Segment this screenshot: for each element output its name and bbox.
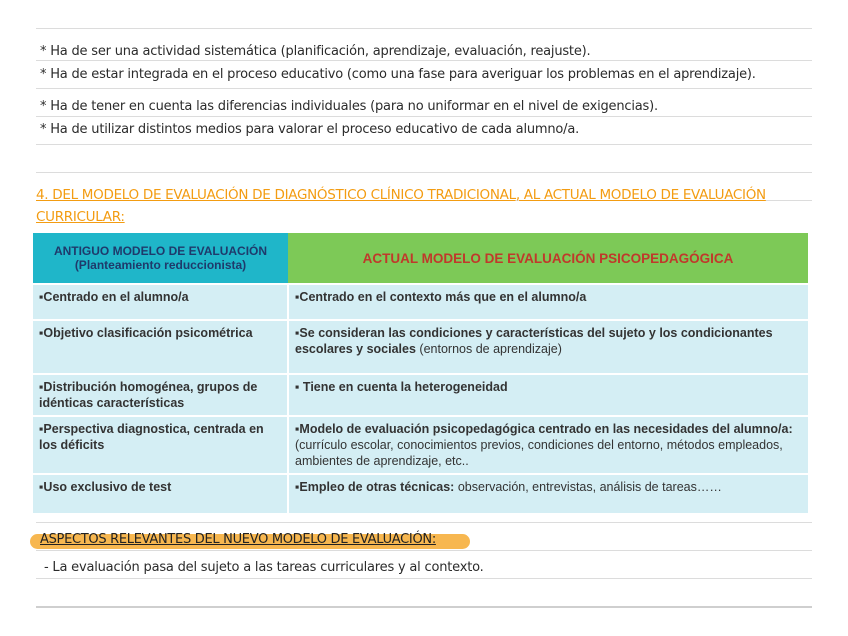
new-model-normal: (entornos de aprendizaje) (415, 342, 562, 356)
table-row (33, 374, 808, 416)
section-heading: 4. DEL MODELO DE EVALUACIÓN DE DIAGNÓSTICO CLÍNICO TRADICIONAL, AL ACTUAL MODELO DE EVALUACIÓN CURRICULAR: (36, 187, 766, 225)
table-row (33, 320, 808, 374)
ruled-line (36, 144, 812, 145)
old-model-cell: ▪Perspectiva diagnostica, centrada en los déficits (33, 416, 288, 474)
table-row (33, 284, 808, 320)
new-model-normal: observación, entrevistas, análisis de tareas…… (454, 480, 722, 494)
new-model-bold: ▪ Tiene en cuenta la heterogeneidad (295, 380, 508, 394)
new-model-bold: ▪Modelo de evaluación psicopedagógica centrado en las necesidades del alumno/a: (295, 422, 793, 436)
bullet-line: * Ha de estar integrada en el proceso educativo (como una fase para averiguar los problemas en el aprendizaje). (40, 67, 756, 82)
bullet-line: * Ha de tener en cuenta las diferencias individuales (para no uniformar en el nivel de exigencias). (40, 99, 658, 114)
new-model-cell (288, 284, 808, 320)
new-model-bold: ▪Empleo de otras técnicas: (295, 480, 455, 494)
header-new-model: ACTUAL MODELO DE EVALUACIÓN PSICOPEDAGÓGICA (288, 233, 808, 284)
ruled-line (36, 172, 812, 173)
new-model-cell (288, 416, 808, 474)
comparison-table (33, 233, 808, 513)
new-model-cell (288, 474, 808, 513)
ruled-line (36, 116, 812, 117)
ruled-line (36, 28, 812, 29)
old-model-cell: ▪Uso exclusivo de test (33, 474, 288, 513)
bullet-line: * Ha de utilizar distintos medios para valorar el proceso educativo de cada alumno/a. (40, 122, 580, 137)
table-header-row (33, 233, 808, 284)
ruled-line (36, 522, 812, 523)
ruled-line (36, 578, 812, 579)
old-model-cell: ▪Centrado en el alumno/a (33, 284, 288, 320)
ruled-line (36, 550, 812, 551)
ruled-line (36, 88, 812, 89)
table-row (33, 416, 808, 474)
aspect-line: - La evaluación pasa del sujeto a las tareas curriculares y al contexto. (44, 560, 484, 575)
ruled-line (36, 606, 812, 608)
new-model-cell (288, 374, 808, 416)
bullet-line: * Ha de ser una actividad sistemática (planificación, aprendizaje, evaluación, reajuste). (40, 44, 591, 59)
new-model-normal: (currículo escolar, conocimientos previos, condiciones del entorno, métodos empleados, ambientes de aprendizaje, etc.. (295, 438, 783, 468)
new-model-bold: ▪Centrado en el contexto más que en el alumno/a (295, 290, 587, 304)
new-model-bold: ▪Se consideran las condiciones y características del sujeto y los condicionantes escolares y sociales (295, 326, 773, 356)
aspects-heading: ASPECTOS RELEVANTES DEL NUEVO MODELO DE EVALUACIÓN: (40, 532, 436, 547)
new-model-cell (288, 320, 808, 374)
header-old-model: ANTIGUO MODELO DE EVALUACIÓN (Planteamiento reduccionista) (33, 233, 288, 284)
ruled-line (36, 60, 812, 61)
old-model-cell: ▪Objetivo clasificación psicométrica (33, 320, 288, 374)
table-row (33, 474, 808, 513)
old-model-cell: ▪Distribución homogénea, grupos de idénticas características (33, 374, 288, 416)
